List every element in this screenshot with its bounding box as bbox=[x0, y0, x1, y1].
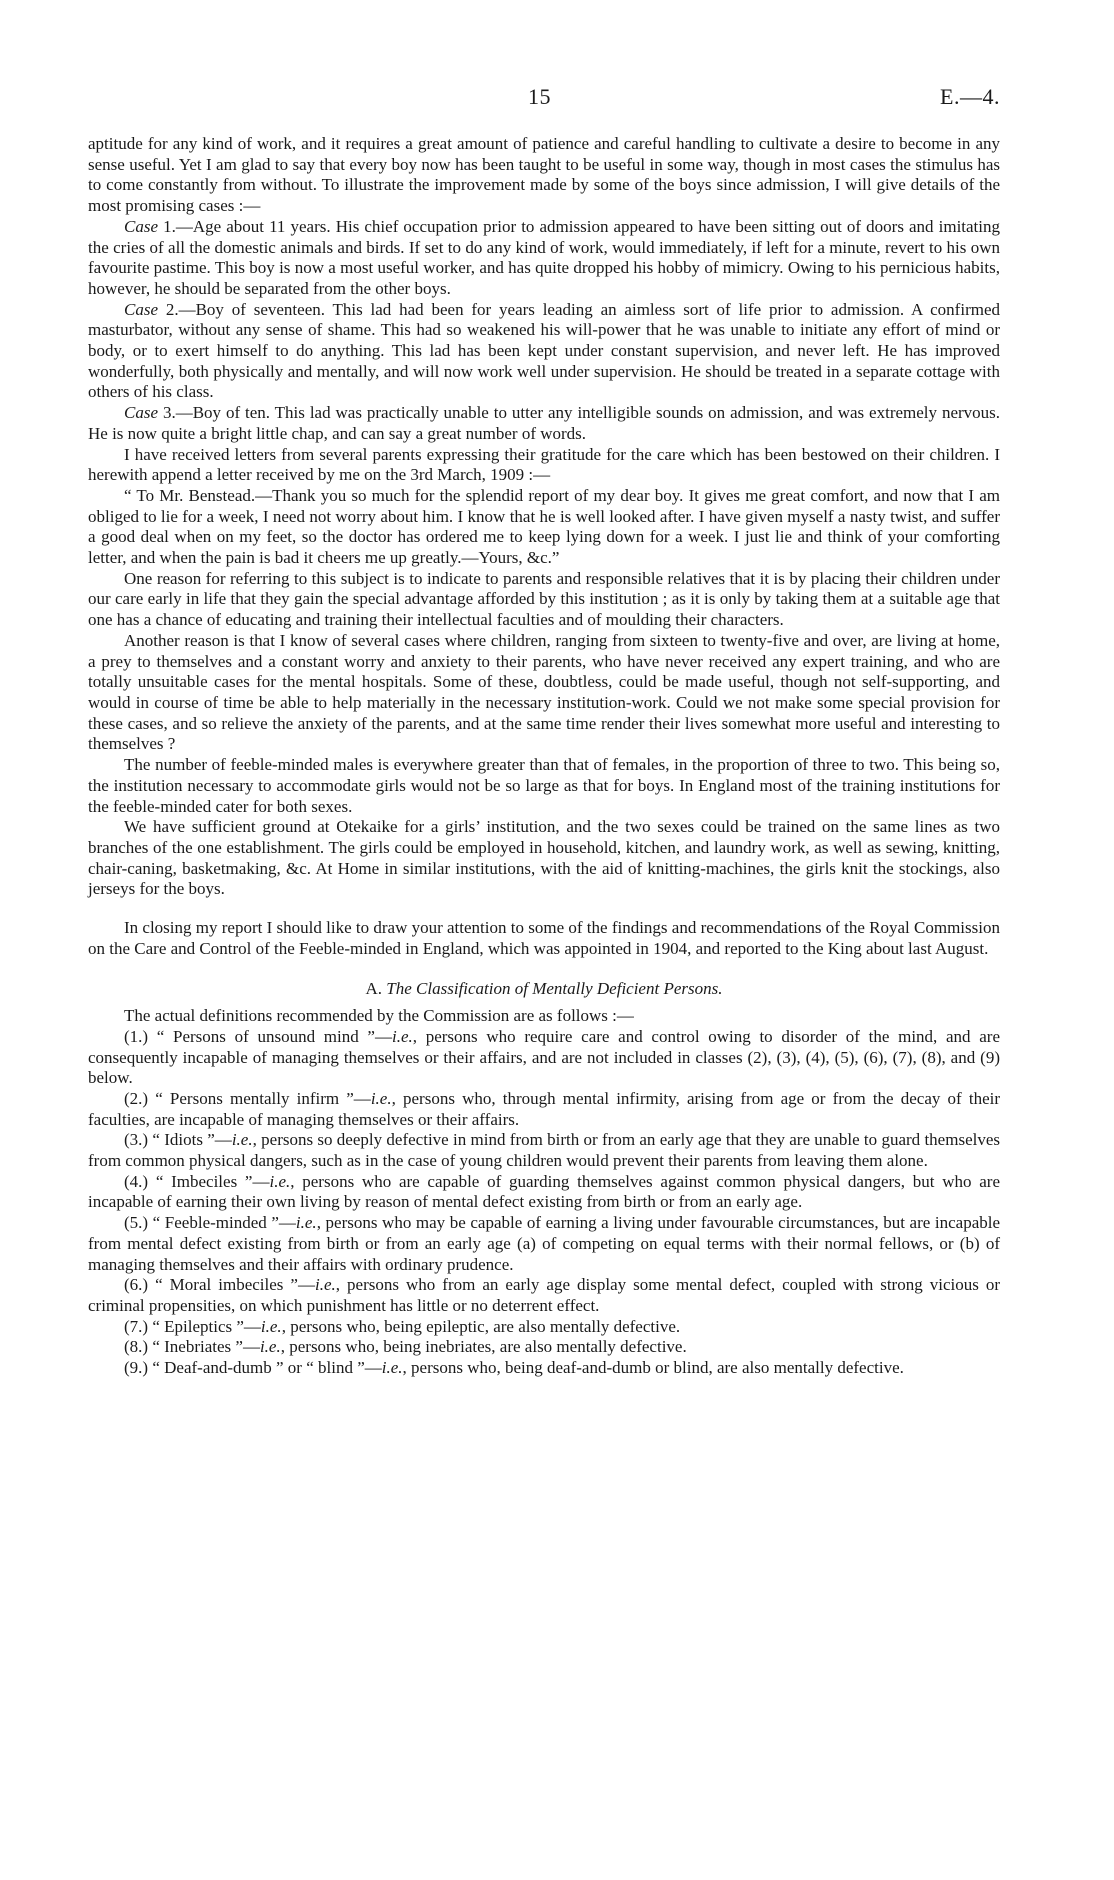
case-paragraph bbox=[88, 217, 1000, 300]
definition-number: (2.) bbox=[124, 1088, 149, 1108]
definition-number: (7.) bbox=[124, 1316, 149, 1336]
ie-abbrev: i.e. bbox=[381, 1358, 403, 1378]
paragraph: I have received letters from several parents expressing their gratitude for the care which has been bestowed on their children. I herewith append a letter received by me on the 3rd March, 1909 :— bbox=[88, 444, 1000, 485]
document-page bbox=[88, 84, 1000, 1379]
quoted-letter: “ To Mr. Benstead.—Thank you so much for the splendid report of my dear boy. It gives me great comfort, and now that I am obliged to lie for a week, I need not worry about him. I know that he is well looked after. I have given myself a nasty twist, and suffer a good deal when on my feet, so the doctor has ordered me to keep lying down for a week. I just lie and think of your comforting letter, and when the pain is bad it cheers me up greatly.—Yours, &c.” bbox=[88, 485, 1000, 568]
section-intro: The actual definitions recommended by the Commission are as follows :— bbox=[124, 1006, 634, 1026]
definition-term: “ Deaf-and-dumb ” or “ blind ”— bbox=[152, 1358, 382, 1378]
paragraph: aptitude for any kind of work, and it requires a great amount of patience and careful handling to cultivate a desire to become in any sense useful. Yet I am glad to say that every boy now has been taught to be useful in some way, though in most cases the stimulus has to come constantly from without. To illustrate the improvement made by some of the boys since admission, I will give details of the most promising cases :— bbox=[88, 134, 1000, 216]
definition-item bbox=[88, 1027, 1000, 1089]
ie-abbrev: i.e. bbox=[259, 1337, 281, 1357]
ie-abbrev: i.e. bbox=[370, 1088, 392, 1108]
case-label: Case bbox=[124, 216, 158, 236]
definition-item bbox=[88, 1275, 1000, 1316]
definition-item bbox=[88, 1317, 1000, 1338]
page-header bbox=[88, 84, 1000, 124]
definition-text: , persons who, being deaf-and-dumb or blind, are also mentally defective. bbox=[402, 1358, 904, 1378]
paragraph: We have sufficient ground at Otekaike for a girls’ institution, and the two sexes could be trained on the same lines as two branches of the one establishment. The girls could be employed in household, kitchen, and laundry work, as well as sewing, knitting, chair-caning, basketmaking, &c. At Home in similar institutions, with the aid of knitting-machines, the girls knit the stockings, also jerseys for the boys. bbox=[88, 817, 1000, 899]
page-number: 15 bbox=[528, 84, 551, 109]
paragraph: The number of feeble-minded males is everywhere greater than that of females, in the proportion of three to two. This being so, the institution necessary to accommodate girls would not be so large as that for boys. In England most of the training institutions for the feeble-minded cater for both sexes. bbox=[88, 755, 1000, 816]
case-label: Case bbox=[124, 299, 158, 319]
case-paragraph bbox=[88, 300, 1000, 404]
definition-item bbox=[88, 1213, 1000, 1275]
definition-number: (6.) bbox=[124, 1275, 149, 1295]
body-text bbox=[88, 134, 1000, 1379]
ie-abbrev: i.e. bbox=[314, 1275, 336, 1295]
definition-text: , persons who require care and control owing to disorder of the mind, and are consequently incapable of managing themselves or their affairs, and are not included in classes (2), (3), (4), (5), (6), (7), (8), and (9) below. bbox=[88, 1026, 1000, 1088]
definition-number: (3.) bbox=[124, 1130, 149, 1150]
ie-abbrev: i.e. bbox=[260, 1316, 282, 1336]
definition-item bbox=[88, 1130, 1000, 1171]
definition-text: , persons who, through mental infirmity, arising from age or from the decay of their faculties, are incapable of managing themselves or their affairs. bbox=[88, 1088, 1000, 1129]
case-text: 3.—Boy of ten. This lad was practically unable to utter any intelligible sounds on admission, and was extremely nervous. He is now quite a bright little chap, and can say a great number of words. bbox=[88, 403, 1001, 443]
definition-term: “ Persons of unsound mind ”— bbox=[156, 1026, 392, 1046]
definition-term: “ Epileptics ”— bbox=[152, 1316, 261, 1336]
document-reference: E.—4. bbox=[940, 84, 1000, 109]
definition-term: “ Moral imbeciles ”— bbox=[155, 1275, 315, 1295]
definition-number: (9.) bbox=[124, 1358, 149, 1378]
definition-number: (4.) bbox=[124, 1171, 149, 1191]
definition-item bbox=[88, 1337, 1000, 1358]
definition-text: , persons who, being epileptic, are also mentally defective. bbox=[281, 1316, 681, 1336]
definition-term: “ Inebriates ”— bbox=[152, 1337, 260, 1357]
definition-text: , persons who from an early age display some mental defect, coupled with strong vicious or criminal propensities, on which punishment has little or no deterrent effect. bbox=[88, 1275, 1001, 1315]
ie-abbrev: i.e. bbox=[295, 1213, 317, 1233]
definition-item bbox=[88, 1172, 1000, 1213]
section-title: The Classification of Mentally Deficient Persons. bbox=[386, 979, 723, 999]
ie-abbrev: i.e. bbox=[269, 1171, 291, 1191]
ie-abbrev: i.e. bbox=[391, 1026, 413, 1046]
definition-term: “ Idiots ”— bbox=[152, 1130, 232, 1150]
ie-abbrev: i.e. bbox=[231, 1130, 253, 1150]
paragraph: Another reason is that I know of several cases where children, ranging from sixteen to twenty-five and over, are living at home, a prey to themselves and a constant worry and anxiety to their parents, who have never received any expert training, and who are totally unsuitable cases for the mental hospitals. Some of these, doubtless, could be made useful, though not self-supporting, and would in course of time be able to help materially in the necessary institution-work. Could we not make some special provision for these cases, and so relieve the anxiety of the parents, and at the same time render their lives somewhat more useful and interesting to themselves ? bbox=[88, 630, 1000, 754]
definition-number: (8.) bbox=[124, 1337, 149, 1357]
definition-text: , persons who are capable of guarding themselves against common physical dangers, but who are incapable of earning their own living by reason of mental defect existing from birth or from an early age. bbox=[88, 1171, 1001, 1212]
paragraph: One reason for referring to this subject is to indicate to parents and responsible relatives that it is by placing their children under our care early in life that they gain the special advantage afforded by this institution ; as it is only by taking them at a suitable age that one has a chance of educating and training their intellectual faculties and of moulding their characters. bbox=[88, 568, 1000, 630]
definition-number: (5.) bbox=[124, 1213, 149, 1233]
definition-term: “ Imbeciles ”— bbox=[155, 1171, 270, 1191]
section-label: A. bbox=[365, 979, 383, 999]
case-paragraph bbox=[88, 403, 1000, 444]
definition-text: , persons who, being inebriates, are also mentally defective. bbox=[280, 1337, 687, 1357]
section-heading bbox=[88, 979, 1000, 1000]
definition-item bbox=[88, 1089, 1000, 1130]
case-text: 2.—Boy of seventeen. This lad had been for years leading an aimless sort of life prior to admission. A confirmed masturbator, without any sense of shame. This had so weakened his will-power that he was unable to initiate any effort of mind or body, or to exert himself to do anything. This lad has been kept under constant supervision, and never left. He has improved wonderfully, both physically and mentally, and will now work well under supervision. He should be treated in a separate cottage with others of his class. bbox=[88, 299, 1000, 402]
definition-item bbox=[88, 1358, 1000, 1379]
case-text: 1.—Age about 11 years. His chief occupation prior to admission appeared to have been sitting out of doors and imitating the cries of all the domestic animals and birds. If set to do any kind of work, would immediately, if left for a minute, revert to his own favourite pastime. This boy is now a most useful worker, and has quite dropped his hobby of mimicry. Owing to his pernicious habits, however, he should be separated from the other boys. bbox=[88, 216, 1001, 298]
definition-term: “ Feeble-minded ”— bbox=[152, 1213, 296, 1233]
case-label: Case bbox=[124, 403, 158, 423]
definition-term: “ Persons mentally infirm ”— bbox=[155, 1088, 371, 1108]
paragraph: In closing my report I should like to draw your attention to some of the findings and recommendations of the Royal Commission on the Care and Control of the Feeble-minded in England, which was appointed in 1904, and reported to the King about last August. bbox=[88, 918, 1000, 958]
definition-text: , persons who may be capable of earning a living under favourable circumstances, but are incapable from mental defect existing from birth or from an early age (a) of competing on equal terms with their normal fellows, or (b) of managing themselves and their affairs with ordinary prudence. bbox=[88, 1213, 1001, 1274]
definition-text: , persons so deeply defective in mind from birth or from an early age that they are unable to guard themselves from common physical dangers, such as in the case of young children would prevent their parents from leaving them alone. bbox=[88, 1130, 1000, 1171]
definition-number: (1.) bbox=[124, 1026, 149, 1046]
